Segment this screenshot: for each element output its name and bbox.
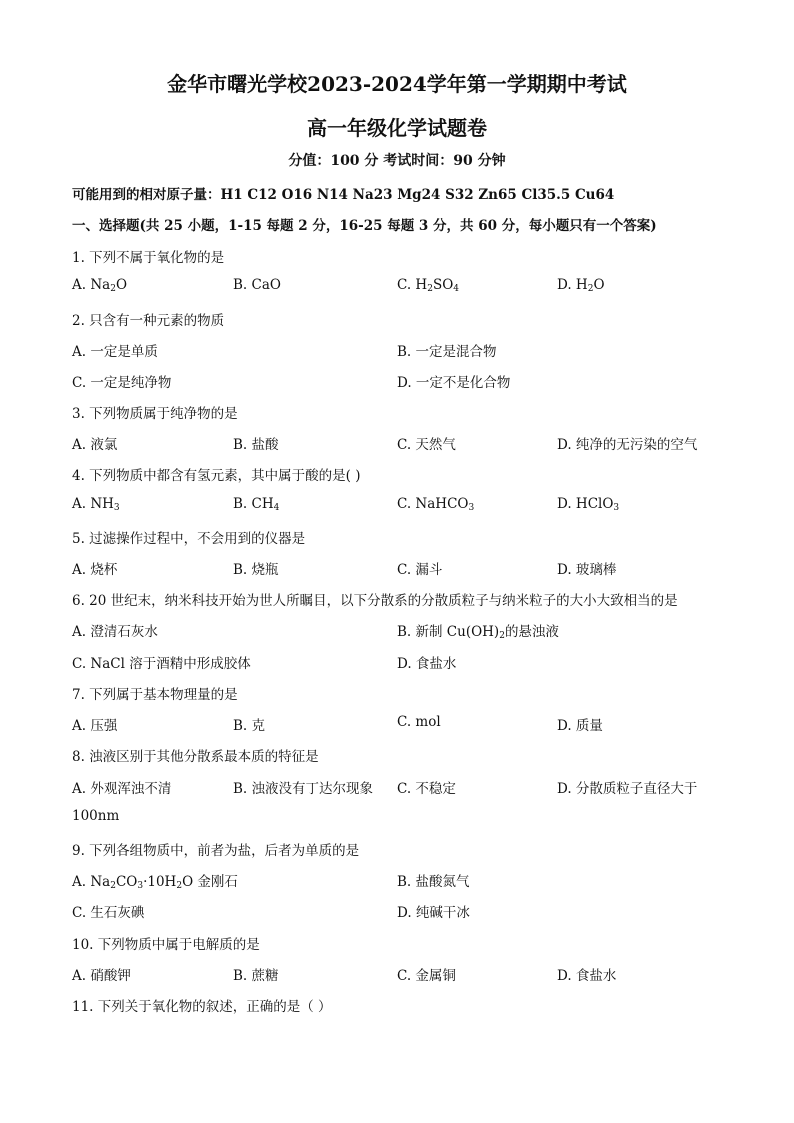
question-6: 6. 20 世纪末，纳米科技开始为世人所瞩目，以下分散系的分散质粒子与纳米粒子的大小大致相当的是 (72, 593, 678, 609)
q8-option-c: C. 不稳定 (397, 781, 456, 797)
q8-option-b: B. 浊液没有丁达尔现象 (233, 781, 374, 797)
q3-option-a: A. 液氯 (72, 437, 118, 453)
q1-option-d: D. $H_2O$ (557, 277, 605, 294)
q7-option-b: B. 克 (233, 718, 266, 734)
q1-option-a: A. $Na_2O$ (72, 277, 128, 294)
q3-option-c: C. 天然气 (397, 437, 456, 453)
q6-option-a: A. 澄清石灰水 (72, 624, 158, 640)
q5-option-c: C. 漏斗 (397, 562, 443, 578)
atomic-masses: 可能用到的相对原子量：H1 C12 O16 N14 Na23 Mg24 S32 Zn65 Cl35.5 Cu64 (72, 187, 615, 203)
q2-option-c: C. 一定是纯净物 (72, 375, 172, 391)
question-1: 1. 下列不属于氧化物的是 (72, 250, 225, 266)
q9-option-d: D. 纯碱干冰 (397, 905, 470, 921)
q10-option-c: C. 金属铜 (397, 968, 456, 984)
question-11: 11. 下列关于氧化物的叙述，正确的是（ ） (72, 999, 332, 1015)
q6-option-c: C. NaCl 溶于酒精中形成胶体 (72, 656, 251, 672)
q7-option-a: A. 压强 (72, 718, 118, 734)
question-9: 9. 下列各组物质中，前者为盐，后者为单质的是 (72, 843, 360, 859)
question-8: 8. 浊液区别于其他分散系最本质的特征是 (72, 749, 319, 765)
question-5: 5. 过滤操作过程中，不会用到的仪器是 (72, 531, 306, 547)
exam-title: 金华市曙光学校2023-2024学年第一学期期中考试 (167, 72, 627, 96)
q5-option-b: B. 烧瓶 (233, 562, 279, 578)
q2-option-a: A. 一定是单质 (72, 344, 158, 360)
q3-option-d: D. 纯净的无污染的空气 (557, 437, 698, 453)
q10-option-b: B. 蔗糖 (233, 968, 279, 984)
exam-meta: 分值：100 分 考试时间：90 分钟 (288, 153, 506, 169)
q10-option-a: A. 硝酸钾 (72, 968, 131, 984)
q5-option-a: A. 烧杯 (72, 562, 118, 578)
q6-option-b: B. 新制 $Cu(OH)_2$的悬浊液 (397, 624, 559, 641)
q8-option-d: D. 分散质粒子直径大于 (557, 781, 698, 797)
q9-option-c: C. 生石灰碘 (72, 905, 145, 921)
q8-option-d-continued: 100nm (72, 808, 120, 824)
q9-option-a: A. $Na_2CO_3\cdot 10H_2O$ 金刚石 (72, 874, 238, 891)
q1-option-b: B. CaO (233, 277, 281, 293)
question-3: 3. 下列物质属于纯净物的是 (72, 406, 238, 422)
q1-option-c: C. $H_2SO_4$ (397, 277, 460, 294)
q10-option-d: D. 食盐水 (557, 968, 617, 984)
question-4: 4. 下列物质中都含有氢元素，其中属于酸的是( ) (72, 468, 361, 484)
q7-option-d: D. 质量 (557, 718, 603, 734)
q5-option-d: D. 玻璃棒 (557, 562, 617, 578)
q7-option-c: C. mol (397, 714, 441, 730)
q2-option-d: D. 一定不是化合物 (397, 375, 511, 391)
q4-option-c: C. NaHCO$_3$ (397, 496, 475, 513)
exam-subtitle: 高一年级化学试题卷 (307, 116, 487, 140)
q3-option-b: B. 盐酸 (233, 437, 279, 453)
question-2: 2. 只含有一种元素的物质 (72, 313, 225, 329)
q8-option-a: A. 外观浑浊不清 (72, 781, 172, 797)
q4-option-a: A. $NH_3$ (72, 496, 120, 513)
q4-option-b: B. $CH_4$ (233, 496, 280, 513)
question-10: 10. 下列物质中属于电解质的是 (72, 937, 260, 953)
q9-option-b: B. 盐酸氮气 (397, 874, 470, 890)
q2-option-b: B. 一定是混合物 (397, 344, 497, 360)
section-heading: 一、选择题(共 25 小题，1-15 每题 2 分，16-25 每题 3 分，共 60 分，每小题只有一个答案) (72, 218, 657, 234)
question-7: 7. 下列属于基本物理量的是 (72, 687, 238, 703)
q4-option-d: D. HClO$_3$ (557, 496, 620, 513)
q6-option-d: D. 食盐水 (397, 656, 457, 672)
